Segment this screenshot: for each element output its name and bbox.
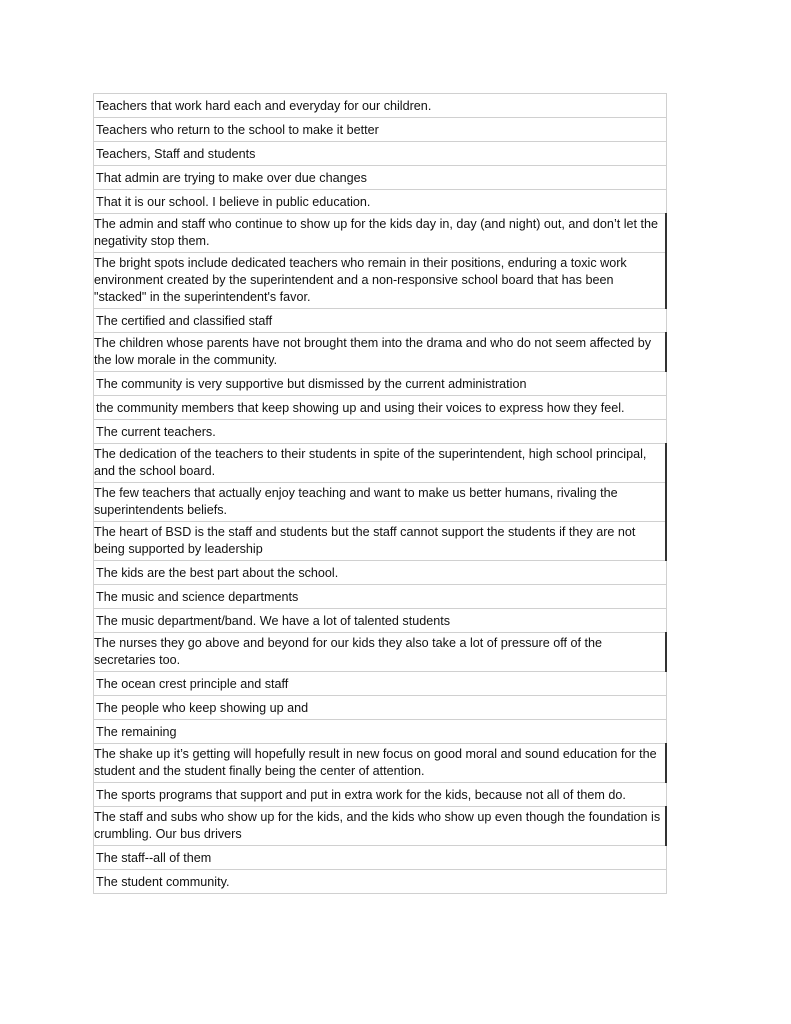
table-row xyxy=(94,309,667,333)
response-cell: The few teachers that actually enjoy teaching and want to make us better humans, rivaling the superintendents beliefs. xyxy=(94,483,667,522)
table-row xyxy=(94,253,667,309)
response-cell: The dedication of the teachers to their students in spite of the superintendent, high school principal, and the school board. xyxy=(94,444,667,483)
response-cell: Teachers who return to the school to make it better xyxy=(94,118,667,142)
table-row xyxy=(94,333,667,372)
response-cell: The staff and subs who show up for the kids, and the kids who show up even though the foundation is crumbling. Our bus drivers xyxy=(94,807,667,846)
table-row xyxy=(94,372,667,396)
response-cell: Teachers that work hard each and everyday for our children. xyxy=(94,94,667,118)
table-row xyxy=(94,420,667,444)
table-row xyxy=(94,118,667,142)
responses-table-body xyxy=(94,94,667,894)
response-cell: Teachers, Staff and students xyxy=(94,142,667,166)
response-cell: The nurses they go above and beyond for our kids they also take a lot of pressure off of the secretaries too. xyxy=(94,633,667,672)
response-cell: The bright spots include dedicated teachers who remain in their positions, enduring a toxic work environment created by the superintendent and a non-responsive school board that has been "stacked" in the superintendent's favor. xyxy=(94,253,667,309)
table-row xyxy=(94,166,667,190)
response-cell: That admin are trying to make over due changes xyxy=(94,166,667,190)
table-row xyxy=(94,633,667,672)
table-row xyxy=(94,609,667,633)
response-cell: The heart of BSD is the staff and students but the staff cannot support the students if they are not being supported by leadership xyxy=(94,522,667,561)
table-row xyxy=(94,522,667,561)
table-row xyxy=(94,783,667,807)
response-cell: The student community. xyxy=(94,870,667,894)
response-cell: The children whose parents have not brought them into the drama and who do not seem affected by the low morale in the community. xyxy=(94,333,667,372)
response-cell: The music department/band. We have a lot of talented students xyxy=(94,609,667,633)
table-row xyxy=(94,696,667,720)
table-row xyxy=(94,672,667,696)
table-row xyxy=(94,214,667,253)
response-cell: The sports programs that support and put in extra work for the kids, because not all of them do. xyxy=(94,783,667,807)
response-cell: The music and science departments xyxy=(94,585,667,609)
response-cell: The remaining xyxy=(94,720,667,744)
table-row xyxy=(94,483,667,522)
table-row xyxy=(94,94,667,118)
table-row xyxy=(94,846,667,870)
table-row xyxy=(94,585,667,609)
table-row xyxy=(94,444,667,483)
response-cell: The kids are the best part about the school. xyxy=(94,561,667,585)
response-cell: The staff--all of them xyxy=(94,846,667,870)
table-row xyxy=(94,720,667,744)
table-row xyxy=(94,396,667,420)
response-cell: The shake up it’s getting will hopefully result in new focus on good moral and sound education for the student and the student finally being the center of attention. xyxy=(94,744,667,783)
response-cell: The current teachers. xyxy=(94,420,667,444)
response-cell: The community is very supportive but dismissed by the current administration xyxy=(94,372,667,396)
response-cell: The certified and classified staff xyxy=(94,309,667,333)
response-cell: the community members that keep showing up and using their voices to express how they feel. xyxy=(94,396,667,420)
responses-table xyxy=(93,93,667,894)
table-row xyxy=(94,744,667,783)
response-cell: The people who keep showing up and xyxy=(94,696,667,720)
response-cell: The ocean crest principle and staff xyxy=(94,672,667,696)
table-row xyxy=(94,142,667,166)
table-row xyxy=(94,561,667,585)
table-row xyxy=(94,190,667,214)
table-row xyxy=(94,870,667,894)
table-row xyxy=(94,807,667,846)
response-cell: The admin and staff who continue to show up for the kids day in, day (and night) out, and don’t let the negativity stop them. xyxy=(94,214,667,253)
response-cell: That it is our school. I believe in public education. xyxy=(94,190,667,214)
